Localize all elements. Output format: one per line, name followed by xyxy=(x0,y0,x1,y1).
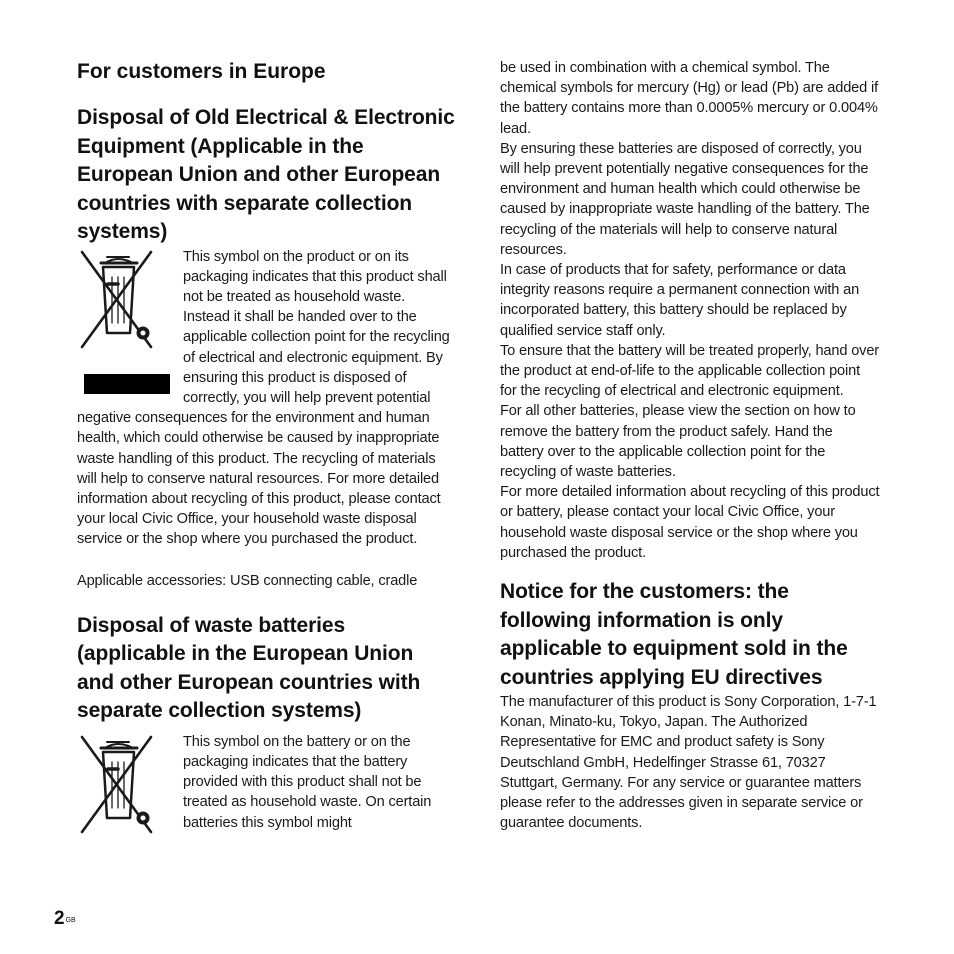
battery-paragraph-continued: be used in combination with a chemical symbol. The chemical symbols for mercury (Hg) or lead (Pb) are added if the battery contains more than 0.0005% mercury or 0.004% lead. xyxy=(500,60,879,137)
weee-symbol-container xyxy=(77,247,183,394)
heading-battery-disposal: Disposal of waste batteries (applicable in the European Union and other European countries with separate collection systems) xyxy=(77,613,421,723)
page-number-value: 2 xyxy=(54,908,65,929)
page-number xyxy=(54,907,76,931)
applicable-accessories: Applicable accessories: USB connecting cable, cradle xyxy=(77,572,418,589)
crossed-out-bin-icon xyxy=(77,247,159,355)
paragraph-ensuring-disposal: By ensuring these batteries are disposed of correctly, you will help prevent potentially negative consequences for the environment and human health which could otherwise be caused by inappropriate waste handling of the battery. The recycling of the materials will help to conserve natural resources. xyxy=(500,140,870,258)
paragraph-battery-treatment: To ensure that the battery will be treated properly, hand over the product at end-of-life to the applicable collection point for the recycling of electrical and electronic equipment. xyxy=(500,342,880,400)
weee-paragraph: This symbol on the product or on its packaging indicates that this product shall not be treated as household waste. Instead it shall be handed over to the applicable collection point for the recycling of electrical and electronic equipment. By ensuring this product is disposed of correctly, you will help prevent potential negative consequences for the environment and human health, which could otherwise be caused by inappropriate waste handling of this product. The recycling of materials will help to conserve natural resources. For more detailed information about recycling of this product, please contact your local Civic Office, your household waste disposal service or the shop where you purchased the product. xyxy=(77,248,450,548)
heading-eu-directives-notice: Notice for the customers: the following information is only applicable to equipment sold in the countries applying EU directives xyxy=(500,580,848,689)
black-bar-mark xyxy=(84,374,170,394)
battery-paragraph-start: This symbol on the battery or on the packaging indicates that the battery provided with this product shall not be treated as household waste. On certain batteries this symbol might xyxy=(183,733,432,831)
battery-symbol-container xyxy=(77,732,183,840)
left-column xyxy=(77,58,455,840)
paragraph-more-information: For more detailed information about recycling of this product or battery, please contact your local Civic Office, your household waste disposal service or the shop where you purchased the product. xyxy=(500,484,880,561)
heading-weee-disposal: Disposal of Old Electrical & Electronic Equipment (Applicable in the European Union and other European countries with separate collection systems) xyxy=(77,106,455,243)
paragraph-incorporated-battery: In case of products that for safety, performance or data integrity reasons require a permanent connection with an incorporated battery, this battery should be replaced by qualified service staff only. xyxy=(500,262,860,339)
page-number-suffix: GB xyxy=(65,917,76,924)
battery-block xyxy=(77,732,455,833)
weee-block xyxy=(77,247,455,550)
crossed-out-battery-bin-icon xyxy=(77,732,159,840)
paragraph-other-batteries: For all other batteries, please view the section on how to remove the battery from the product safely. Hand the battery over to the applicable collection point for the recycling of waste batteries. xyxy=(500,403,856,481)
heading-customers-europe: For customers in Europe xyxy=(77,60,326,83)
right-column xyxy=(500,58,880,834)
paragraph-manufacturer: The manufacturer of this product is Sony Corporation, 1-7-1 Konan, Minato-ku, Tokyo, Japan. The Authorized Representative for EMC and product safety is Sony Deutschland GmbH, Hedelfinger Strasse 61, 70327 Stuttgart, Germany. For any service or guarantee matters please refer to the addresses given in separate service or guarantee documents. xyxy=(500,694,877,832)
